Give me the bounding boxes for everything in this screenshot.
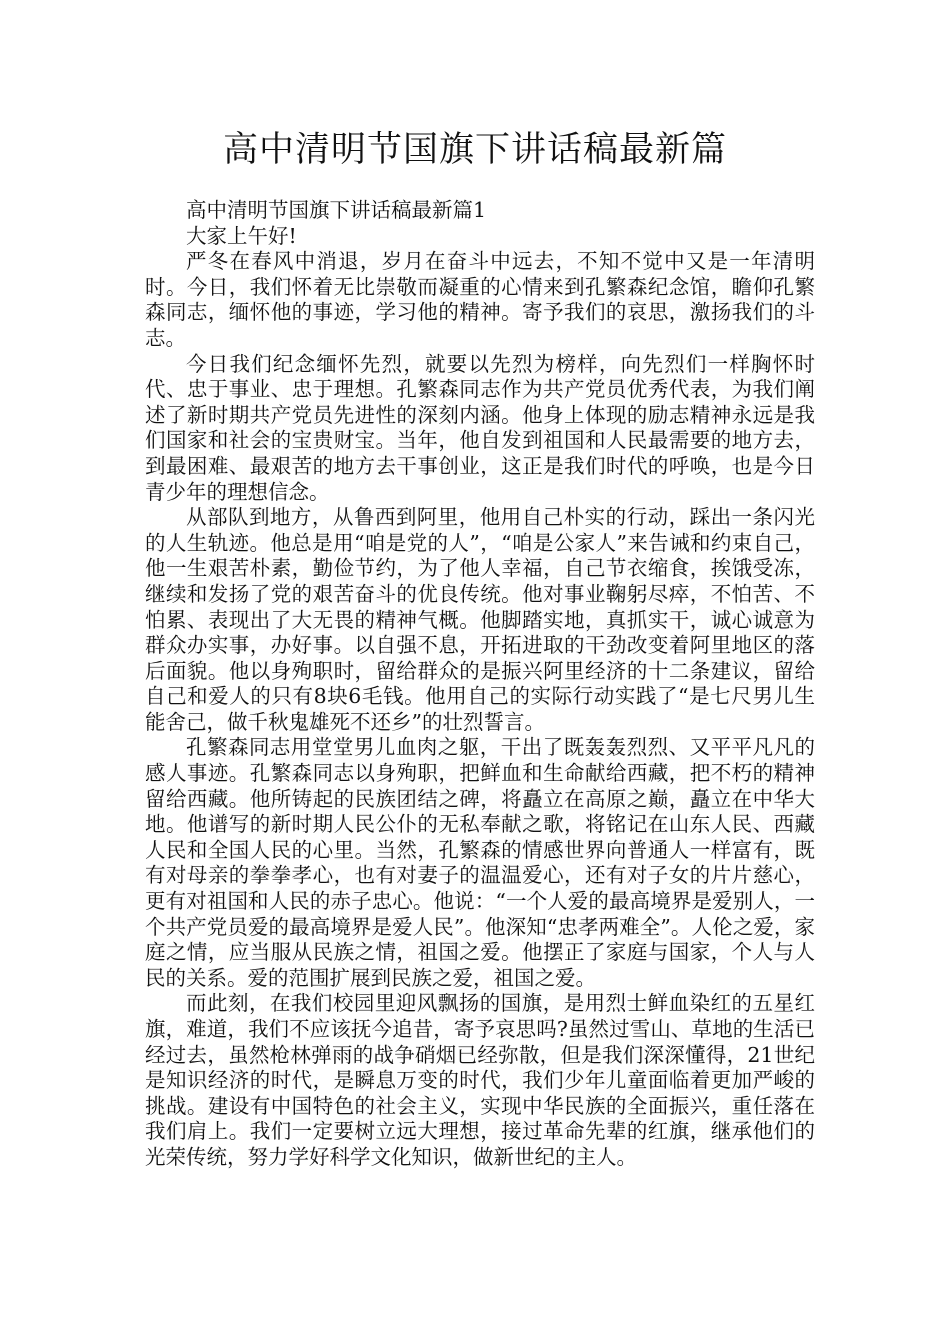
document-title: 高中清明节国旗下讲话稿最新篇 [222,130,727,170]
paragraph-1: 严冬在春风中消退，岁月在奋斗中远去，不知不觉中又是一年清明时。今日，我们怀着无比崇敬而凝重的心情来到孔繁森纪念馆，瞻仰孔繁森同志，缅怀他的事迹，学习他的精神。寄予我们的哀思，激扬我们的斗志。 [145,249,815,350]
document-body [145,198,815,1171]
paragraph-5: 而此刻，在我们校园里迎风飘扬的国旗，是用烈士鲜血染红的五星红旗，难道，我们不应该抚今追昔，寄予哀思吗?虽然过雪山、草地的生活已经过去，虽然枪林弹雨的战争硝烟已经弥散，但是我们深深懂得，21世纪是知识经济的时代，是瞬息万变的时代，我们少年儿童面临着更加严峻的挑战。建设有中国特色的社会主义，实现中华民族的全面振兴，重任落在我们肩上。我们一定要树立远大理想，接过革命先辈的红旗，继承他们的光荣传统，努力学好科学文化知识，做新世纪的主人。 [145,991,815,1169]
section-subtitle: 高中清明节国旗下讲话稿最新篇1 [186,198,487,222]
paragraph-3: 从部队到地方，从鲁西到阿里，他用自己朴实的行动，踩出一条闪光的人生轨迹。他总是用“咱是党的人”，“咱是公家人”来告诫和约束自己，他一生艰苦朴素，勤俭节约，为了他人幸福，自己节衣缩食，挨饿受冻，继续和发扬了党的艰苦奋斗的优良传统。他对事业鞠躬尽瘁，不怕苦、不怕累、表现出了大无畏的精神气概。他脚踏实地，真抓实干，诚心诚意为群众办实事，办好事。以自强不息，开拓进取的干劲改变着阿里地区的落后面貌。他以身殉职时，留给群众的是振兴阿里经济的十二条建议，留给自己和爱人的只有8块6毛钱。他用自己的实际行动实践了“是七尺男儿生能舍己，做千秋鬼雄死不还乡”的壮烈誓言。 [145,505,815,734]
paragraph-4: 孔繁森同志用堂堂男儿血肉之躯，干出了既轰轰烈烈、又平平凡凡的感人事迹。孔繁森同志以身殉职，把鲜血和生命献给西藏，把不朽的精神留给西藏。他所铸起的民族团结之碑，将矗立在高原之巅，矗立在中华大地。他谱写的新时期人民公仆的无私奉献之歌，将铭记在山东人民、西藏人民和全国人民的心里。当然，孔繁森的情感世界向普通人一样富有，既有对母亲的拳拳孝心，也有对妻子的温温爱心，还有对子女的片片慈心，更有对祖国和人民的赤子忠心。他说：“一个人爱的最高境界是爱别人，一个共产党员爱的最高境界是爱人民”。他深知“忠孝两难全”。人伦之爱，家庭之情，应当服从民族之情，祖国之爱。他摆正了家庭与国家，个人与人民的关系。爱的范围扩展到民族之爱，祖国之爱。 [145,735,815,990]
paragraph-2: 今日我们纪念缅怀先烈，就要以先烈为榜样，向先烈们一样胸怀时代、忠于事业、忠于理想。孔繁森同志作为共产党员优秀代表，为我们阐述了新时期共产党员先进性的深刻内涵。他身上体现的励志精神永远是我们国家和社会的宝贵财宝。当年，他自发到祖国和人民最需要的地方去，到最困难、最艰苦的地方去干事创业，这正是我们时代的呼唤，也是今日青少年的理想信念。 [145,351,815,504]
greeting: 大家上午好! [186,223,297,248]
